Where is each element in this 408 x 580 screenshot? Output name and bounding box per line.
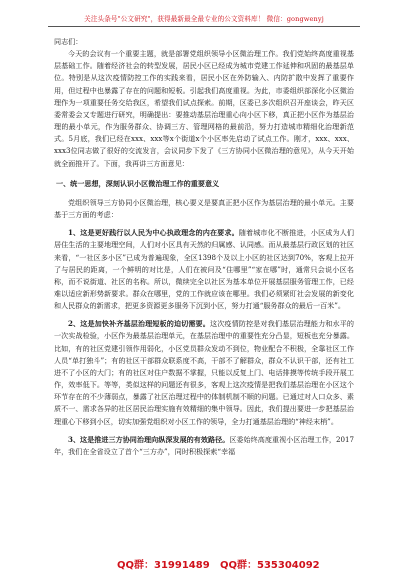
page-header — [0, 0, 408, 30]
point-3-lead: 3、这是推进三方协同治理向纵深发展的有效路径。 — [68, 434, 230, 444]
page-footer — [0, 556, 408, 576]
intro-paragraph: 今天的会议有一个重要主题，就是部署党组织领导小区微治理工作。我们党始终高度重视基层基础工作。随着经济社会的转型发展，居民小区已经成为城市党建工作延伸和巩固的最基层单位。特别是从这次疫情防控工作的实践来看，居民小区在外防输入、内防扩散中发挥了重要作用，但过程中也暴露了存在的问题和短板。引起我们高度重视。为此，市委组织部深化小区微治理作为一项重要任务交给我区，希望我们试点探索。前期，区委已多次组织召开座谈会，昨天区委常委会又专题进行研究，明确提出：要推动基层治理重心向小区下移，真正把小区作为基层治理的最小单元，作为服务群众、协调三方、管理网格的最前沿，努力打造城市精细化治理新范式。5月底，我们已经在xxx、xxx等x个街道x个小区率先启动了试点工作。刚才，xxx、xxx、xxx3位同志做了很好的交流发言，会议同步下发了《三方协同小区微治理的意见》，从今天开始就全面推开了。下面，我再讲三方面意见： — [54, 49, 354, 168]
point-2-body: 这次疫情防控是对我们基层治理能力和水平的一次实战检验，小区作为最基层治理单元，在基层治理中的重要性充分凸显，短板也充分暴露。比如，有的社区党建引领作用弱化，小区党员群众发动不到位，物业配合不积极，全靠社区工作人员“单打独斗”；有的社区干部群众联系度不高，干部不了解群众，群众不认识干部，还有社工进不了小区的大门；有的社区对住户数据不掌握，只能以反复上门、电话排摸等传统手段开展工作，效率低下。等等，类似这样的问题还有很多，客观上这次疫情是把我们基层治理在小区这个环节存在的不少薄弱点，暴露了社区治理过程中的体制机制不顺的问题。已通过对人口众多、素质不一、需求各异的社区居民治理实施有效精细的集中领导。因此，我们提出要进一步把基层治理重心下移到小区，切实加强党组织对小区工作的领导，全力打通基层治理的“神经末梢”。 — [54, 319, 355, 426]
point-3-paragraph — [54, 434, 354, 458]
point-3-body: 区委始终高度重视小区治理工作，2017年，我们在全省设立了首个“三方办”，同时积极探索“幸福 — [54, 434, 354, 456]
section-1-intro: 党组织领导三方协同小区微治理，核心要义是要真正把小区作为基层治理的最小单元。主要基于三方面的考虑： — [54, 197, 354, 220]
point-1-paragraph — [54, 227, 354, 312]
qq-group-1: QQ群：31991489 — [117, 560, 210, 571]
header-divider — [48, 26, 360, 27]
document-body — [54, 36, 354, 458]
point-2-paragraph — [54, 318, 354, 427]
promo-banner-text: 关注头条号"公文研究"，获得最新最全最专业的公文资料库！ 微信：gongwenyj — [84, 15, 324, 23]
point-1-body: 随着城市化不断推进，小区成为人们居住生活的主要地理空间，人们对小区具有天然的归属感、认同感。而从最基层行政区划的社区来看，“一社区多小区”已成为普遍现象，全区1398个及以上小区的社区达到70%，客观上拉开了与居民的距离，一个鲜明的对比是，人们在被问及“住哪里”“家在哪”时，通常只会说小区名称，而不说街道、社区的名称。所以，微续完全以社区为基本单位开展基层服务管理工作，已经难以适应新形势新要求。群众在哪里，党的工作就应该在哪里。我们必须紧盯社会发展的新变化和人民群众的新需求，把更多资源更多服务下沉到小区，努力打通“服务群众的最后一百米”。 — [54, 228, 355, 311]
point-1-lead: 1、这是更好践行以人民为中心执政理念的内在要求。 — [68, 228, 239, 238]
section-1-heading: 一、统一思想，深刻认识小区微治理工作的重要意义 — [56, 178, 220, 188]
qq-group-2: QQ群：535304092 — [220, 560, 320, 571]
point-2-lead: 2、这是加快补齐基层治理短板的迫切需要。 — [68, 319, 210, 329]
greeting: 同志们： — [54, 37, 83, 46]
